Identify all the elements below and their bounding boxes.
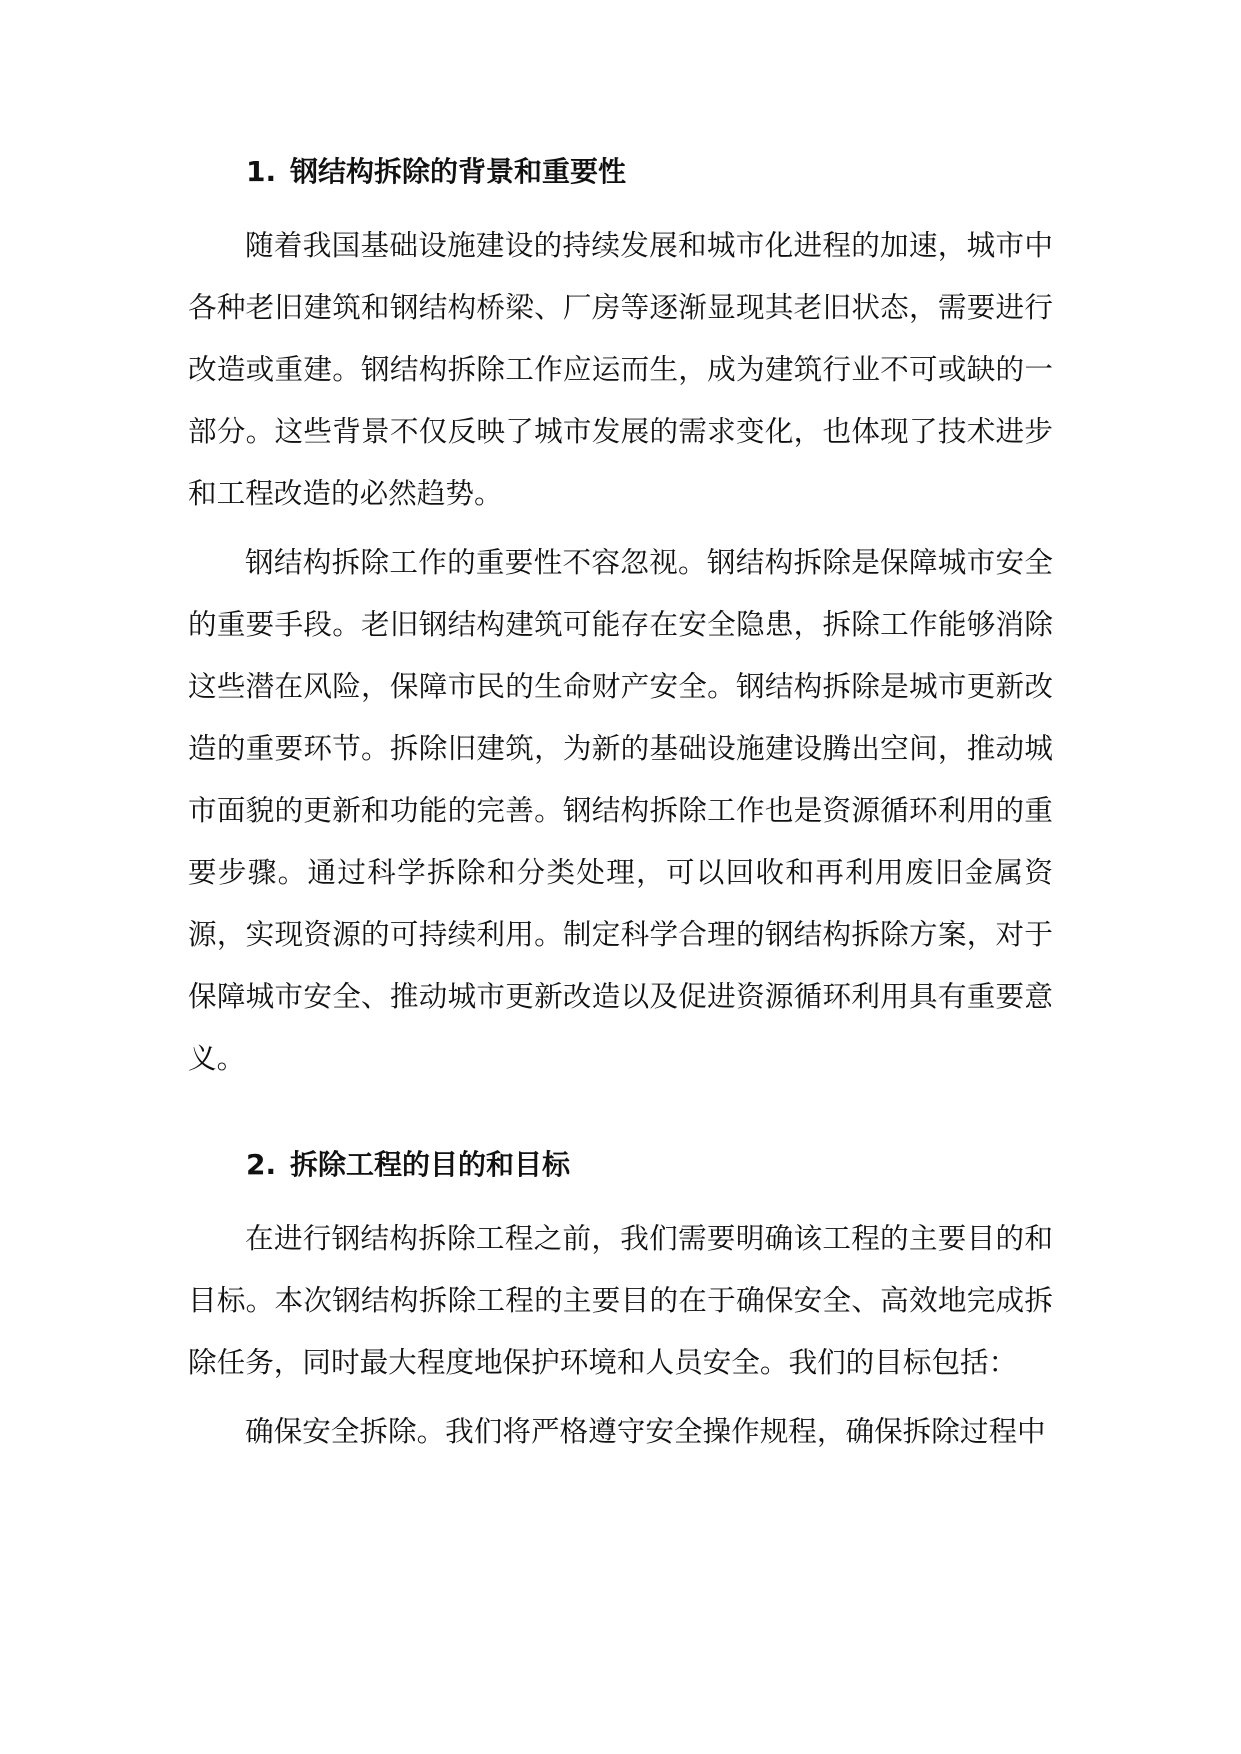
section-heading <box>188 1133 1053 1197</box>
section-title: 拆除工程的目的和目标 <box>290 1148 571 1181</box>
paragraph: 随着我国基础设施建设的持续发展和城市化进程的加速，城市中各种老旧建筑和钢结构桥梁、厂房等逐渐显现其老旧状态，需要进行改造或重建。钢结构拆除工作应运而生，成为建筑行业不可或缺的一部分。这些背景不仅反映了城市发展的需求变化，也体现了技术进步和工程改造的必然趋势。 <box>188 228 1053 510</box>
paragraph: 在进行钢结构拆除工程之前，我们需要明确该工程的主要目的和目标。本次钢结构拆除工程的主要目的在于确保安全、高效地完成拆除任务，同时最大程度地保护环境和人员安全。我们的目标包括： <box>188 1221 1053 1379</box>
paragraph: 确保安全拆除。我们将严格遵守安全操作规程，确保拆除过程中 <box>245 1414 1046 1448</box>
section-title: 钢结构拆除的背景和重要性 <box>290 155 627 188</box>
section-heading <box>188 140 1053 204</box>
section-number: 1. <box>246 155 277 188</box>
paragraph: 钢结构拆除工作的重要性不容忽视。钢结构拆除是保障城市安全的重要手段。老旧钢结构建筑可能存在安全隐患，拆除工作能够消除这些潜在风险，保障市民的生命财产安全。钢结构拆除是城市更新改造的重要环节。拆除旧建筑，为新的基础设施建设腾出空间，推动城市面貌的更新和功能的完善。钢结构拆除工作也是资源循环利用的重要步骤。通过科学拆除和分类处理，可以回收和再利用废旧金属资源，实现资源的可持续利用。制定科学合理的钢结构拆除方案，对于保障城市安全、推动城市更新改造以及促进资源循环利用具有重要意义。 <box>188 545 1053 1075</box>
document-body <box>188 140 1053 1462</box>
section-number: 2. <box>246 1148 277 1181</box>
